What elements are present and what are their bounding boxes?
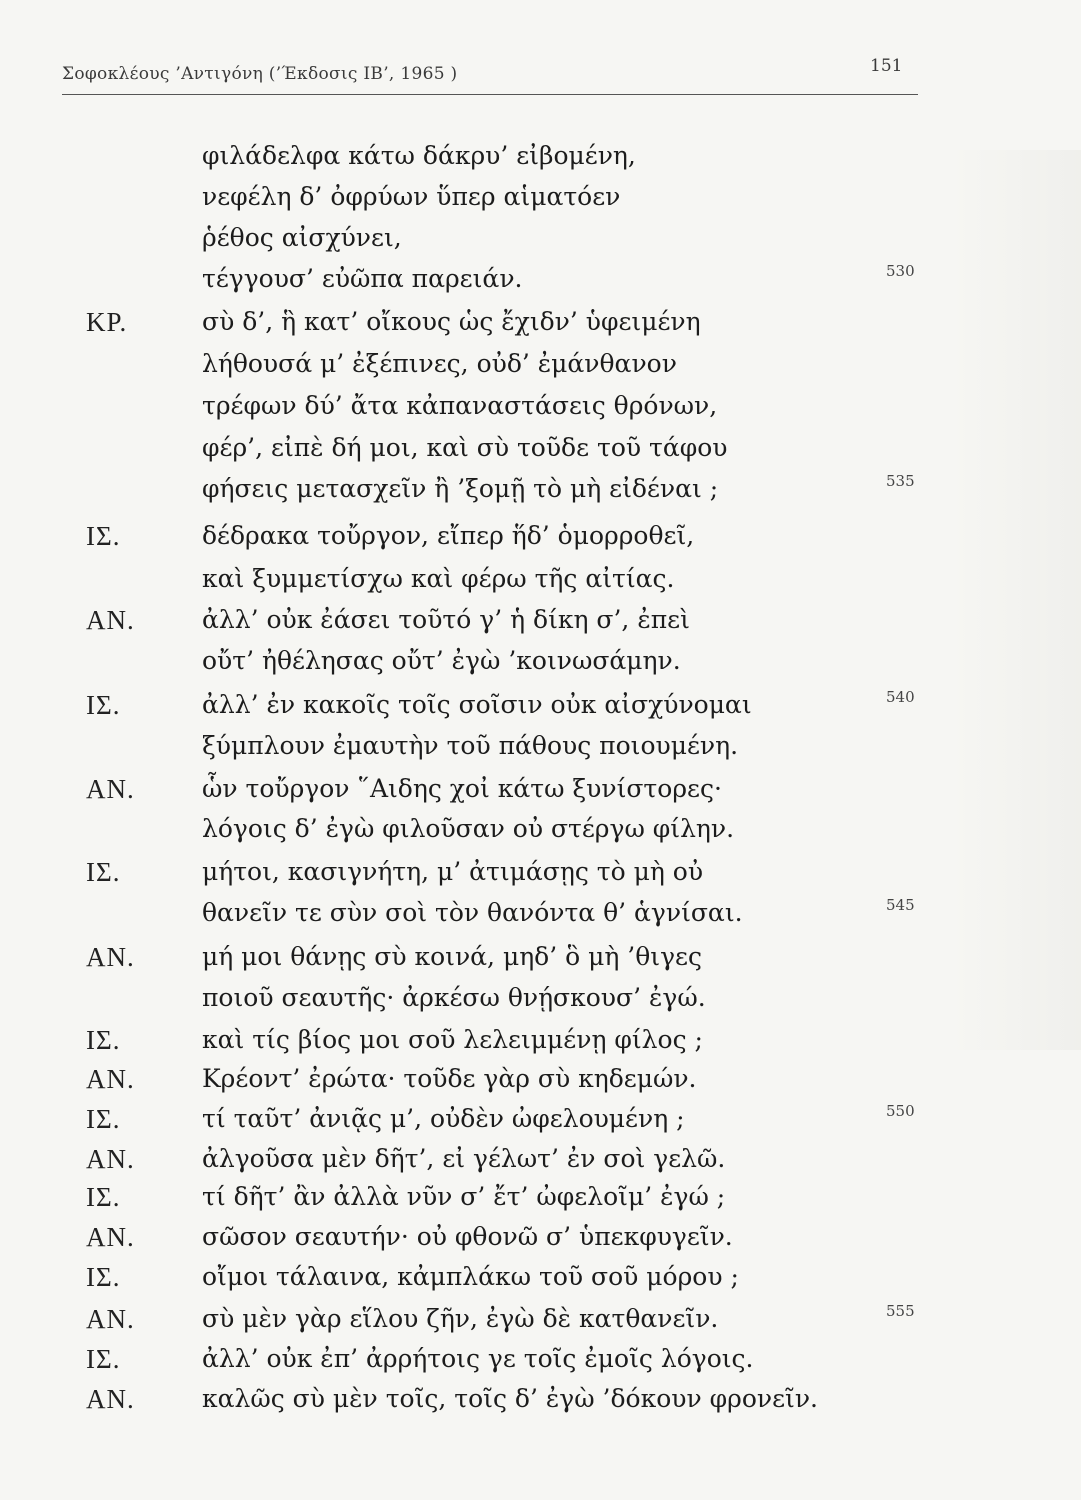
verse-line	[0, 1340, 1081, 1380]
verse-text: ἀλλ’ οὐκ ἐάσει τοῦτό γ’ ἡ δίκη σ’, ἐπεὶ	[202, 605, 690, 634]
verse-text: ὧν τοὔργον ῞Αιδης χοἰ κάτω ξυνίστορες·	[202, 774, 722, 803]
verse-line	[0, 894, 1081, 934]
verse-text: καλῶς σὺ μὲν τοῖς, τοῖς δ’ ἐγὼ ’δόκουν φρονεῖν.	[202, 1384, 818, 1413]
verse-line	[0, 303, 1081, 343]
line-number: 535	[886, 472, 915, 490]
verse-text: οὔτ’ ἠθέλησας οὔτ’ ἐγὼ ’κοινωσάμην.	[202, 646, 681, 675]
verse-text: μήτοι, κασιγνήτη, μ’ ἀτιμάσῃς τὸ μὴ οὐ	[202, 857, 704, 886]
verse-text: σῶσον σεαυτήν· οὐ φθονῶ σ’ ὑπεκφυγεῖν.	[202, 1222, 733, 1251]
verse-text: φιλάδελφα κάτω δάκρυ’ εἰβομένη,	[202, 141, 636, 170]
line-number: 550	[886, 1102, 915, 1120]
verse-line	[0, 1140, 1081, 1180]
speaker-label: ΙΣ.	[86, 1182, 121, 1212]
verse-line	[0, 1300, 1081, 1340]
speaker-label: ΙΣ.	[86, 1025, 121, 1055]
verse-text: δέδρακα τοὔργον, εἴπερ ἥδ’ ὁμορροθεῖ,	[202, 521, 695, 550]
speaker-label: ΙΣ.	[86, 1262, 121, 1292]
verse-text: τί δῆτ’ ἂν ἀλλὰ νῦν σ’ ἔτ’ ὠφελοῖμ’ ἐγώ ;	[202, 1182, 726, 1211]
verse-line	[0, 1218, 1081, 1258]
speaker-label: ΑΝ.	[86, 1064, 135, 1094]
verse-line	[0, 429, 1081, 469]
verse-text: νεφέλη δ’ ὀφρύων ὕπερ αἱματόεν	[202, 182, 621, 211]
verse-line	[0, 938, 1081, 978]
verse-line	[0, 853, 1081, 893]
verse-text: σὺ δ’, ἣ κατ’ οἴκους ὡς ἔχιδν’ ὑφειμένη	[202, 307, 701, 336]
verse-line	[0, 979, 1081, 1019]
verse-text: λόγοις δ’ ἐγὼ φιλοῦσαν οὐ στέργω φίλην.	[202, 814, 735, 843]
verse-line	[0, 601, 1081, 641]
verse-text: φήσεις μετασχεῖν ἢ ’ξομῇ τὸ μὴ εἰδέναι ;	[202, 474, 719, 503]
verse-text: ἀλλ’ ἐν κακοῖς τοῖς σοῖσιν οὐκ αἰσχύνομαι	[202, 690, 752, 719]
verse-line	[0, 1060, 1081, 1100]
speaker-label: ΑΝ.	[86, 1384, 135, 1414]
line-number: 530	[886, 262, 915, 280]
header-rule	[62, 94, 918, 95]
verse-line	[0, 642, 1081, 682]
speaker-label: ΑΝ.	[86, 1304, 135, 1334]
verse-line	[0, 560, 1081, 600]
speaker-label: ΙΣ.	[86, 1104, 121, 1134]
verse-line	[0, 1100, 1081, 1140]
verse-line	[0, 178, 1081, 218]
verse-line	[0, 1178, 1081, 1218]
speaker-label: ΙΣ.	[86, 857, 121, 887]
verse-text: ποιοῦ σεαυτῆς· ἀρκέσω θνῄσκουσ’ ἐγώ.	[202, 983, 706, 1012]
verse-text: θανεῖν τε σὺν σοὶ τὸν θανόντα θ’ ἁγνίσαι.	[202, 898, 743, 927]
verse-text: λήθουσά μ’ ἐξέπινες, οὐδ’ ἐμάνθανον	[202, 349, 677, 378]
speaker-label: ΑΝ.	[86, 1144, 135, 1174]
verse-line	[0, 1021, 1081, 1061]
verse-text: ἀλγοῦσα μὲν δῆτ’, εἰ γέλωτ’ ἐν σοὶ γελῶ.	[202, 1144, 726, 1173]
speaker-label: ΑΝ.	[86, 774, 135, 804]
verse-line	[0, 727, 1081, 767]
verse-line	[0, 770, 1081, 810]
running-title: Σοφοκλέους ’Αντιγόνη (’Έκδοσις ΙΒ’, 1965 )	[62, 64, 458, 84]
verse-text: ἀλλ’ οὐκ ἐπ’ ἀρρήτοις γε τοῖς ἐμοῖς λόγοις.	[202, 1344, 754, 1373]
verse-text: καὶ ξυμμετίσχω καὶ φέρω τῆς αἰτίας.	[202, 564, 675, 593]
line-number: 555	[886, 1302, 915, 1320]
speaker-label: ΙΣ.	[86, 521, 121, 551]
verse-line	[0, 810, 1081, 850]
verse-text: Κρέοντ’ ἐρώτα· τοῦδε γὰρ σὺ κηδεμών.	[202, 1064, 697, 1093]
verse-text: μή μοι θάνῃς σὺ κοινά, μηδ’ ὃ μὴ ’θιγες	[202, 942, 702, 971]
speaker-label: ΙΣ.	[86, 1344, 121, 1374]
line-number: 545	[886, 896, 915, 914]
line-number: 540	[886, 688, 915, 706]
verse-line	[0, 345, 1081, 385]
speaker-label: ΑΝ.	[86, 942, 135, 972]
speaker-label: ΙΣ.	[86, 690, 121, 720]
verse-text: ξύμπλουν ἐμαυτὴν τοῦ πάθους ποιουμένη.	[202, 731, 739, 760]
verse-text: φέρ’, εἰπὲ δή μοι, καὶ σὺ τοῦδε τοῦ τάφου	[202, 433, 728, 462]
verse-text: σὺ μὲν γὰρ εἵλου ζῆν, ἐγὼ δὲ κατθανεῖν.	[202, 1304, 719, 1333]
verse-line	[0, 1380, 1081, 1420]
verse-text: ῥέθος αἰσχύνει,	[202, 223, 402, 252]
verse-text: τρέφων δύ’ ἄτα κἀπαναστάσεις θρόνων,	[202, 391, 718, 420]
speaker-label: ΚΡ.	[86, 307, 128, 337]
speaker-label: ΑΝ.	[86, 605, 135, 635]
verse-text: τέγγουσ’ εὐῶπα παρειάν.	[202, 264, 523, 293]
verse-text: τί ταῦτ’ ἀνιᾷς μ’, οὐδὲν ὠφελουμένη ;	[202, 1104, 685, 1133]
verse-line	[0, 219, 1081, 259]
verse-line	[0, 517, 1081, 557]
verse-text: οἴμοι τάλαινα, κἀμπλάκω τοῦ σοῦ μόρου ;	[202, 1262, 739, 1291]
verse-line	[0, 470, 1081, 510]
verse-line	[0, 686, 1081, 726]
speaker-label: ΑΝ.	[86, 1222, 135, 1252]
page-number: 151	[870, 56, 903, 76]
verse-line	[0, 260, 1081, 300]
verse-line	[0, 387, 1081, 427]
verse-line	[0, 1258, 1081, 1298]
verse-line	[0, 137, 1081, 177]
verse-text: καὶ τίς βίος μοι σοῦ λελειμμένῃ φίλος ;	[202, 1025, 703, 1054]
